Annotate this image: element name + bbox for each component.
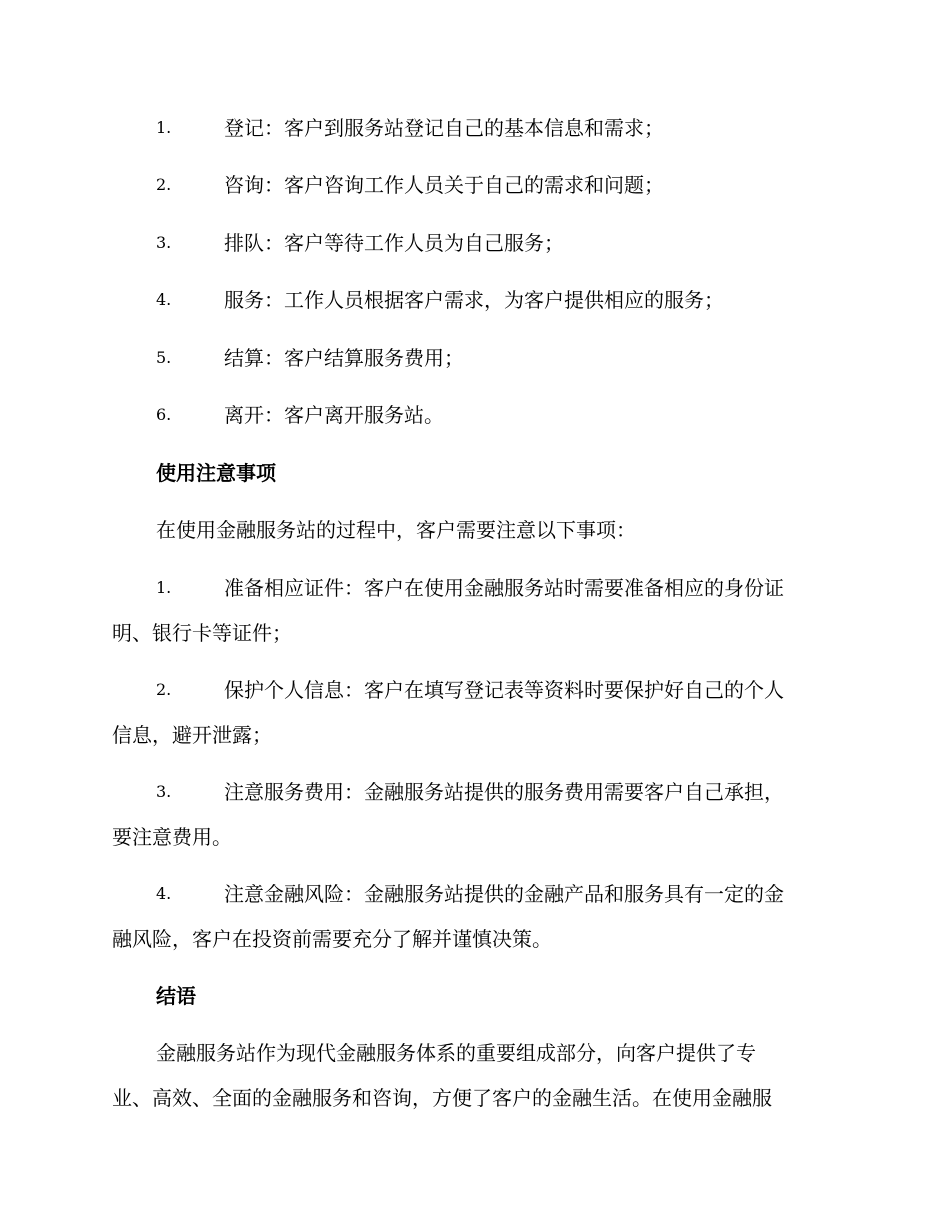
list-text-line2: 融风险，客户在投资前需要充分了解并谨慎决策。 xyxy=(112,927,552,951)
list-text: 排队：客户等待工作人员为自己服务； xyxy=(224,231,564,255)
conclusion-line1: 金融服务站作为现代金融服务体系的重要组成部分，向客户提供了专 xyxy=(156,1041,756,1065)
list-text: 咨询：客户咨询工作人员关于自己的需求和问题； xyxy=(224,173,664,197)
notes-intro: 在使用金融服务站的过程中，客户需要注意以下事项： xyxy=(156,518,636,542)
list-number: 2. xyxy=(156,680,172,699)
list-number: 2. xyxy=(156,175,172,194)
list-number: 1. xyxy=(156,578,172,597)
list-number: 4. xyxy=(156,884,172,903)
list-text-line1: 注意金融风险：金融服务站提供的金融产品和服务具有一定的金 xyxy=(224,882,784,906)
list-text: 离开：客户离开服务站。 xyxy=(224,403,444,427)
list-text: 服务：工作人员根据客户需求，为客户提供相应的服务； xyxy=(224,288,724,312)
list-text: 登记：客户到服务站登记自己的基本信息和需求； xyxy=(224,116,664,140)
list-number: 1. xyxy=(156,118,172,137)
list-number: 3. xyxy=(156,782,172,801)
conclusion-line2: 业、高效、全面的金融服务和咨询，方便了客户的金融生活。在使用金融服 xyxy=(112,1086,772,1110)
section-heading-conclusion: 结语 xyxy=(156,984,196,1008)
list-text-line2: 明、银行卡等证件； xyxy=(112,621,292,645)
list-text-line1: 准备相应证件：客户在使用金融服务站时需要准备相应的身份证 xyxy=(224,576,784,600)
list-text-line1: 保护个人信息：客户在填写登记表等资料时要保护好自己的个人 xyxy=(224,678,784,702)
list-text-line2: 要注意费用。 xyxy=(112,825,232,849)
list-number: 4. xyxy=(156,290,172,309)
list-number: 3. xyxy=(156,233,172,252)
list-number: 6. xyxy=(156,405,172,424)
list-number: 5. xyxy=(156,348,172,367)
list-text-line2: 信息，避开泄露； xyxy=(112,723,272,747)
list-text: 结算：客户结算服务费用； xyxy=(224,346,464,370)
list-text-line1: 注意服务费用：金融服务站提供的服务费用需要客户自己承担， xyxy=(224,780,784,804)
section-heading-notes: 使用注意事项 xyxy=(156,461,276,485)
